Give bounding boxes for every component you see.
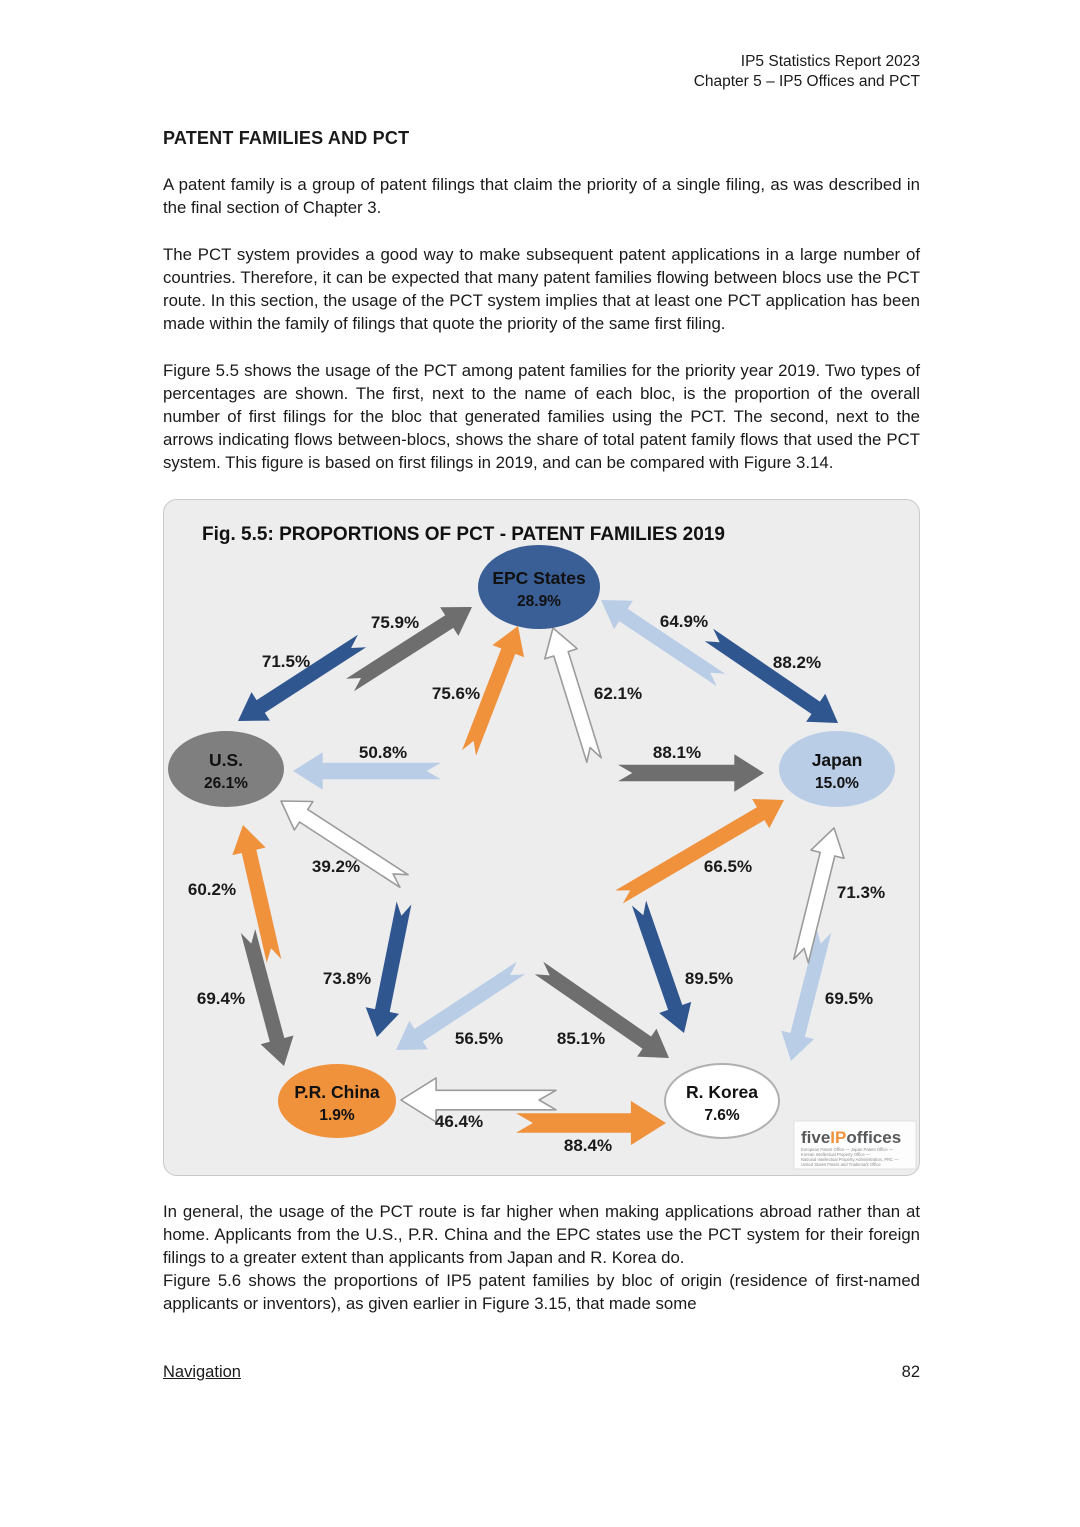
pct-patent-families-diagram [164,500,919,1175]
flow-value-rkorea-to-us: 39.2% [311,857,361,876]
page-footer [163,1363,920,1382]
flow-value-epcstates-to-us: 71.5% [261,652,311,671]
bloc-pct-us: 26.1% [204,775,248,792]
flow-value-japan-to-us: 50.8% [358,743,408,762]
flow-value-us-to-rkorea: 85.1% [556,1029,606,1048]
flow-arrow-epcstates-to-us [238,635,366,721]
chapter-title: Chapter 5 – IP5 Offices and PCT [693,73,920,90]
flow-value-rkorea-to-prchina: 46.4% [434,1112,484,1131]
flow-arrow-rkorea-to-epcstates [545,628,601,762]
flow-value-epcstates-to-rkorea: 89.5% [684,969,734,988]
flow-arrow-epcstates-to-japan [705,629,838,723]
report-title: IP5 Statistics Report 2023 [740,53,920,70]
flow-arrow-prchina-to-japan [615,799,784,904]
bloc-pct-prchina: 1.9% [319,1107,355,1124]
section-heading: PATENT FAMILIES AND PCT [163,128,410,148]
flow-value-prchina-to-epcstates: 75.6% [431,684,481,703]
paragraph-5: Figure 5.6 shows the proportions of IP5 patent families by bloc of origin (residence of first-named applicants or inventors), as given earlier in Figure 3.15, that made some [163,1271,920,1313]
navigation-link[interactable]: Navigation [163,1363,241,1381]
bloc-label-japan: Japan [811,750,863,770]
logo-office-line: National Intellectual Property Administration, PRC — [801,1157,899,1162]
bloc-label-us: U.S. [208,750,244,770]
bloc-label-epcstates: EPC States [492,568,586,588]
figure-title: Fig. 5.5: PROPORTIONS OF PCT - PATENT FAMILIES 2019 [202,524,725,545]
bloc-pct-rkorea: 7.6% [704,1107,740,1124]
flow-value-japan-to-epcstates: 64.9% [659,612,709,631]
flow-arrow-epcstates-to-rkorea [632,901,691,1034]
five-ip-offices-wordmark: fiveIPoffices [801,1128,902,1147]
bloc-pct-epcstates: 28.9% [517,593,561,610]
flow-value-japan-to-prchina: 56.5% [454,1029,504,1048]
page-number: 82 [901,1363,920,1381]
paragraph-4: In general, the usage of the PCT route is far higher when making applications abroad rather than at home. Applicants from the U.S., P.R. China and the EPC states use the PCT system for their foreign filings to a greater extent than applicants from Japan and R. Korea do. [163,1202,920,1267]
logo-office-line: Korean Intellectual Property Office — [801,1152,871,1157]
flow-value-us-to-epcstates: 75.9% [370,613,420,632]
bloc-pct-japan: 15.0% [815,775,859,792]
flow-value-japan-to-rkorea: 69.5% [824,989,874,1008]
paragraph-3: Figure 5.5 shows the usage of the PCT among patent families for the priority year 2019. Two types of percentages are shown. The first, next to the name of each bloc, is the proportion of the overall number of first filings for the bloc that generated families using the PCT. The second, next to the arrows indicating flows between-blocs, shows the share of total patent family flows that used the PCT system. This figure is based on first filings in 2019, and can be compared with Figure 3.14. [163,361,920,472]
flow-value-epcstates-to-prchina: 73.8% [322,969,372,988]
page-header [163,0,920,92]
paragraph-2: The PCT system provides a good way to make subsequent patent applications in a large number of countries. Therefore, it can be expected that many patent families flowing between blocs use the PCT route. In this section, the usage of the PCT system implies that at least one PCT application has been made within the family of filings that quote the priority of the same first filing. [163,245,920,333]
flow-value-rkorea-to-japan: 71.3% [836,883,886,902]
bloc-label-prchina: P.R. China [294,1082,380,1102]
flow-value-prchina-to-japan: 66.5% [703,857,753,876]
flow-value-us-to-japan: 88.1% [652,743,702,762]
logo-office-line: European Patent Office — Japan Patent Office — [801,1147,894,1152]
flow-value-epcstates-to-japan: 88.2% [772,653,822,672]
figure-5-5 [163,499,920,1176]
flow-value-us-to-prchina: 69.4% [196,989,246,1008]
paragraph-1: A patent family is a group of patent filings that claim the priority of a single filing, as was described in the final section of Chapter 3. [163,175,920,217]
flow-value-rkorea-to-epcstates: 62.1% [593,684,643,703]
flow-value-prchina-to-rkorea: 88.4% [563,1136,613,1155]
bloc-label-rkorea: R. Korea [686,1082,758,1102]
logo-office-line: United States Patent and Trademark Office [801,1162,881,1167]
flow-arrow-epcstates-to-prchina [366,902,412,1038]
flow-value-prchina-to-us: 60.2% [187,880,237,899]
